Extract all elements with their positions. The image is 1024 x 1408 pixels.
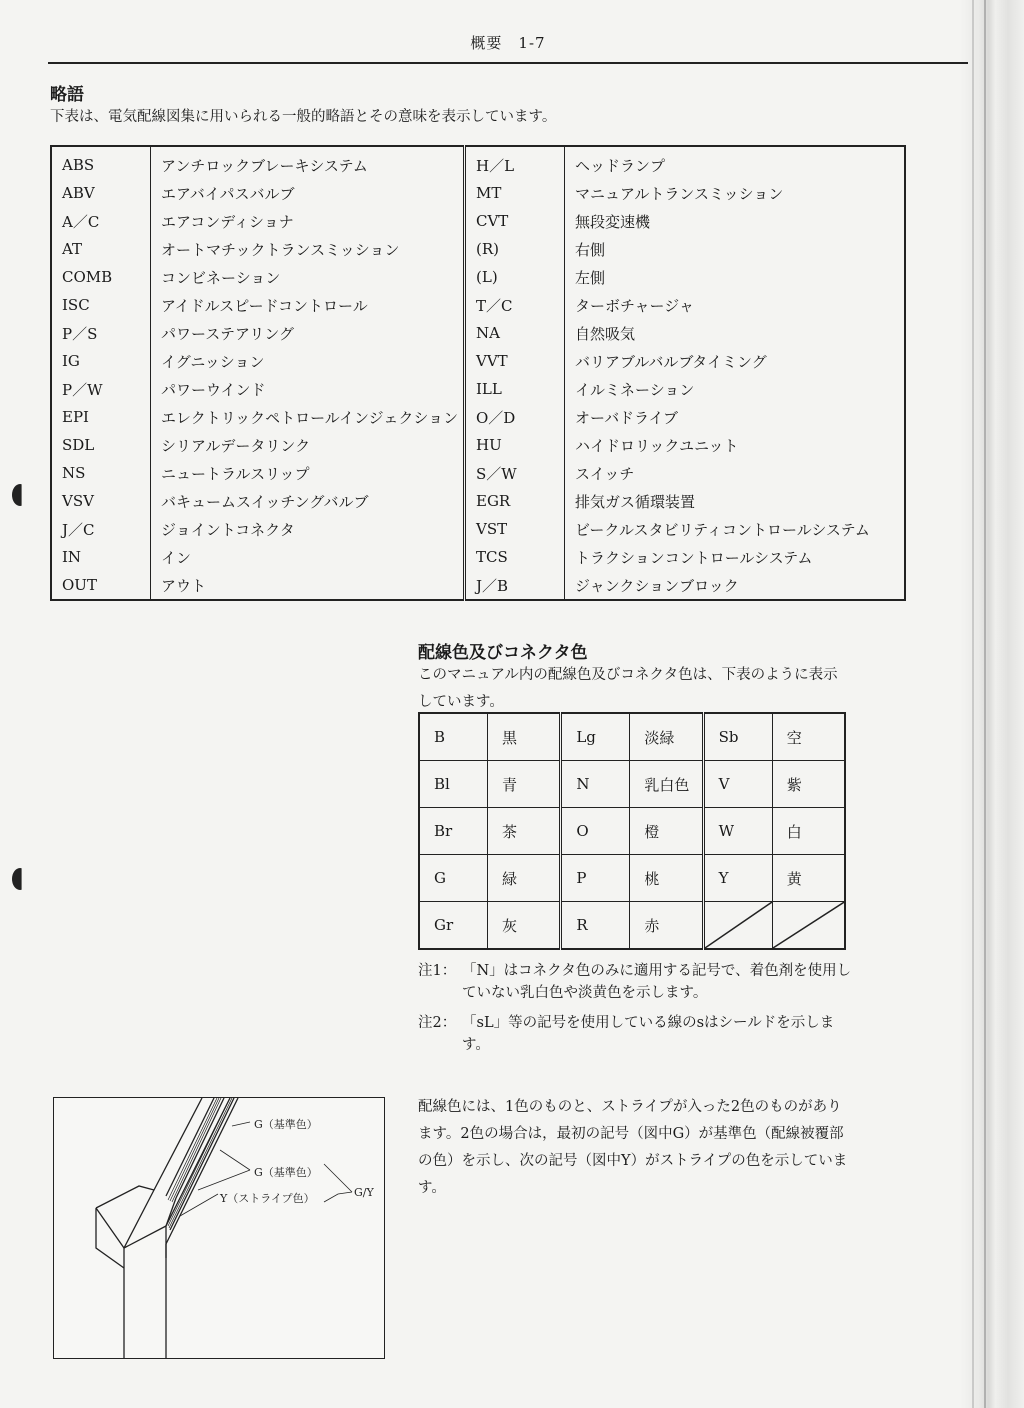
note-label: 注1： [418, 963, 457, 979]
abbreviation-row [51, 319, 905, 347]
color-code-table [418, 712, 846, 950]
note-text: ていない乳白色や淡黄色を示します。 [462, 985, 708, 1001]
abbreviation-code: EPI [62, 408, 89, 426]
abbreviation-code: TCS [465, 543, 565, 571]
color-row [419, 761, 845, 808]
color-name: 灰 [488, 902, 561, 950]
wire-illustration [54, 1098, 384, 1358]
abbreviation-code: COMB [62, 268, 113, 286]
abbreviation-row [51, 403, 905, 431]
abbreviation-meaning: パワーウインド [151, 375, 465, 403]
wire-colors-title: 配線色及びコネクタ色 [418, 643, 588, 663]
color-code: Gr [419, 902, 488, 950]
color-name: 青 [488, 761, 561, 808]
color-name: 紫 [772, 761, 845, 808]
page-header [48, 30, 968, 60]
color-row [419, 713, 845, 761]
wire-colors-description-line: このマニュアル内の配線色及びコネクタ色は、下表のように表示 [418, 667, 838, 683]
abbreviation-code: HU [465, 431, 565, 459]
wire-colors-description-line: しています。 [418, 694, 504, 710]
abbreviation-code: J／B [465, 571, 565, 600]
color-code: G [419, 855, 488, 902]
color-name: 白 [772, 808, 845, 855]
color-code: Sb [703, 713, 772, 761]
abbreviation-meaning: イン [151, 543, 465, 571]
abbreviation-code: IN [62, 548, 82, 566]
abbreviation-row [51, 291, 905, 319]
color-code: R [561, 902, 630, 950]
page-edge-line [984, 0, 986, 1408]
punch-hole [12, 484, 28, 506]
abbreviation-meaning: ジャンクションブロック [565, 571, 906, 600]
abbreviation-code: IG [62, 352, 80, 370]
abbreviation-meaning: トラクションコントロールシステム [565, 543, 906, 571]
stripe-explanation-line: の色）を示し、次の記号（図中Y）がストライプの色を示していま [418, 1153, 848, 1169]
color-name: 茶 [488, 808, 561, 855]
abbreviation-meaning: ターボチャージャ [565, 291, 906, 319]
page-label: 概要 1-7 [470, 34, 546, 52]
abbreviation-code: S／W [465, 459, 565, 487]
abbreviation-meaning: イグニッション [151, 347, 465, 375]
color-code: P [561, 855, 630, 902]
abbreviation-meaning: ハイドロリックユニット [565, 431, 906, 459]
abbreviation-meaning: エアコンディショナ [151, 207, 465, 235]
abbreviation-meaning: 右側 [565, 235, 906, 263]
abbreviation-meaning: スイッチ [565, 459, 906, 487]
label-stripe-color: Y（ストライプ色） [220, 1192, 315, 1205]
abbreviation-code: ILL [465, 375, 565, 403]
label-combined-code: G/Y [354, 1186, 374, 1199]
abbreviation-meaning: アイドルスピードコントロール [151, 291, 465, 319]
color-name: 空 [772, 713, 845, 761]
page-edge-shadow [960, 0, 1024, 1408]
abbreviation-code: (L) [465, 263, 565, 291]
abbreviation-code: SDL [62, 436, 95, 454]
abbreviation-code: VSV [62, 492, 94, 510]
abbreviation-row [51, 487, 905, 515]
abbreviation-code: (R) [465, 235, 565, 263]
abbreviation-code: CVT [465, 207, 565, 235]
abbreviation-meaning: ビークルスタビリティコントロールシステム [565, 515, 906, 543]
abbreviation-meaning: バキュームスイッチングバルブ [151, 487, 465, 515]
empty-cell [703, 902, 772, 950]
color-code: V [703, 761, 772, 808]
color-code: Y [703, 855, 772, 902]
note-text: 「sL」等の記号を使用している線のsはシールドを示しま [462, 1015, 835, 1031]
header-rule [48, 62, 968, 64]
note-text: 「N」はコネクタ色のみに適用する記号で、着色剤を使用し [462, 963, 852, 979]
stripe-explanation [418, 1094, 847, 1202]
abbreviation-meaning: 無段変速機 [565, 207, 906, 235]
color-row [419, 902, 845, 950]
note-label: 注2： [418, 1015, 457, 1031]
abbreviation-meaning: 排気ガス循環装置 [565, 487, 906, 515]
stripe-explanation-line: ます。2色の場合は，最初の記号（図中G）が基準色（配線被覆部 [418, 1126, 844, 1142]
note-text: す。 [462, 1037, 490, 1053]
abbreviation-code: VST [465, 515, 565, 543]
label-base-color: G（基準色） [254, 1166, 318, 1179]
punch-hole [12, 868, 28, 890]
abbreviation-meaning: アンチロックブレーキシステム [151, 146, 465, 179]
abbreviation-row [51, 207, 905, 235]
label-base-color-top: G（基準色） [254, 1118, 318, 1131]
abbreviation-meaning: オーバドライブ [565, 403, 906, 431]
page-edge-line [972, 0, 974, 1408]
color-code: Lg [561, 713, 630, 761]
abbreviation-code: ABS [62, 156, 95, 174]
color-row [419, 855, 845, 902]
abbreviation-row [51, 146, 905, 179]
abbreviation-code: A／C [62, 212, 100, 231]
color-code: W [703, 808, 772, 855]
color-name: 黒 [488, 713, 561, 761]
color-name: 赤 [630, 902, 703, 950]
abbreviation-code: MT [465, 179, 565, 207]
abbreviation-code: H／L [465, 146, 565, 179]
color-code: N [561, 761, 630, 808]
abbreviation-row [51, 431, 905, 459]
abbreviation-code: ABV [62, 184, 95, 202]
abbreviation-row [51, 571, 905, 600]
abbreviation-code: P／S [62, 324, 98, 343]
abbreviation-code: P／W [62, 380, 103, 399]
abbreviation-code: J／C [62, 520, 95, 539]
abbreviation-meaning: 自然吸気 [565, 319, 906, 347]
abbreviation-code: EGR [465, 487, 565, 515]
abbreviation-meaning: バリアブルバルブタイミング [565, 347, 906, 375]
abbreviation-meaning: ジョイントコネクタ [151, 515, 465, 543]
abbreviation-code: ISC [62, 296, 90, 314]
note-2 [418, 1012, 908, 1056]
abbreviation-code: VVT [465, 347, 565, 375]
color-code: Br [419, 808, 488, 855]
abbreviation-code: T／C [465, 291, 565, 319]
abbreviation-row [51, 459, 905, 487]
abbreviation-code: OUT [62, 576, 97, 594]
color-code: Bl [419, 761, 488, 808]
color-code: O [561, 808, 630, 855]
stripe-explanation-line: す。 [418, 1180, 446, 1196]
wire-colors-description [418, 662, 838, 716]
color-name: 乳白色 [630, 761, 703, 808]
empty-cell [772, 902, 845, 950]
abbreviation-row [51, 515, 905, 543]
stripe-explanation-line: 配線色には、1色のものと、ストライプが入った2色のものがあり [418, 1099, 842, 1115]
color-name: 橙 [630, 808, 703, 855]
abbreviation-meaning: コンビネーション [151, 263, 465, 291]
abbreviation-code: O／D [465, 403, 565, 431]
color-name: 黄 [772, 855, 845, 902]
abbreviation-meaning: パワーステアリング [151, 319, 465, 347]
abbreviation-row [51, 375, 905, 403]
abbreviation-meaning: シリアルデータリンク [151, 431, 465, 459]
color-code: B [419, 713, 488, 761]
color-name: 緑 [488, 855, 561, 902]
abbreviation-meaning: イルミネーション [565, 375, 906, 403]
abbreviations-title: 略語 [50, 85, 84, 105]
abbreviation-meaning: エアバイパスバルブ [151, 179, 465, 207]
abbreviation-meaning: オートマチックトランスミッション [151, 235, 465, 263]
abbreviation-code: AT [62, 240, 83, 258]
abbreviation-row [51, 543, 905, 571]
stripe-wire-figure [53, 1097, 385, 1359]
abbreviation-code: NA [465, 319, 565, 347]
abbreviation-meaning: ニュートラルスリップ [151, 459, 465, 487]
note-1 [418, 960, 908, 1004]
abbreviation-row [51, 235, 905, 263]
abbreviation-meaning: ヘッドランプ [565, 146, 906, 179]
color-name: 桃 [630, 855, 703, 902]
color-row [419, 808, 845, 855]
abbreviation-meaning: アウト [151, 571, 465, 600]
abbreviation-meaning: エレクトリックペトロールインジェクション [151, 403, 465, 431]
abbreviations-description: 下表は、電気配線図集に用いられる一般的略語とその意味を表示しています。 [50, 109, 557, 125]
abbreviation-meaning: 左側 [565, 263, 906, 291]
abbreviation-row [51, 179, 905, 207]
color-name: 淡緑 [630, 713, 703, 761]
abbreviation-row [51, 263, 905, 291]
abbreviation-table [50, 145, 906, 601]
abbreviation-row [51, 347, 905, 375]
abbreviation-meaning: マニュアルトランスミッション [565, 179, 906, 207]
abbreviation-code: NS [62, 464, 86, 482]
